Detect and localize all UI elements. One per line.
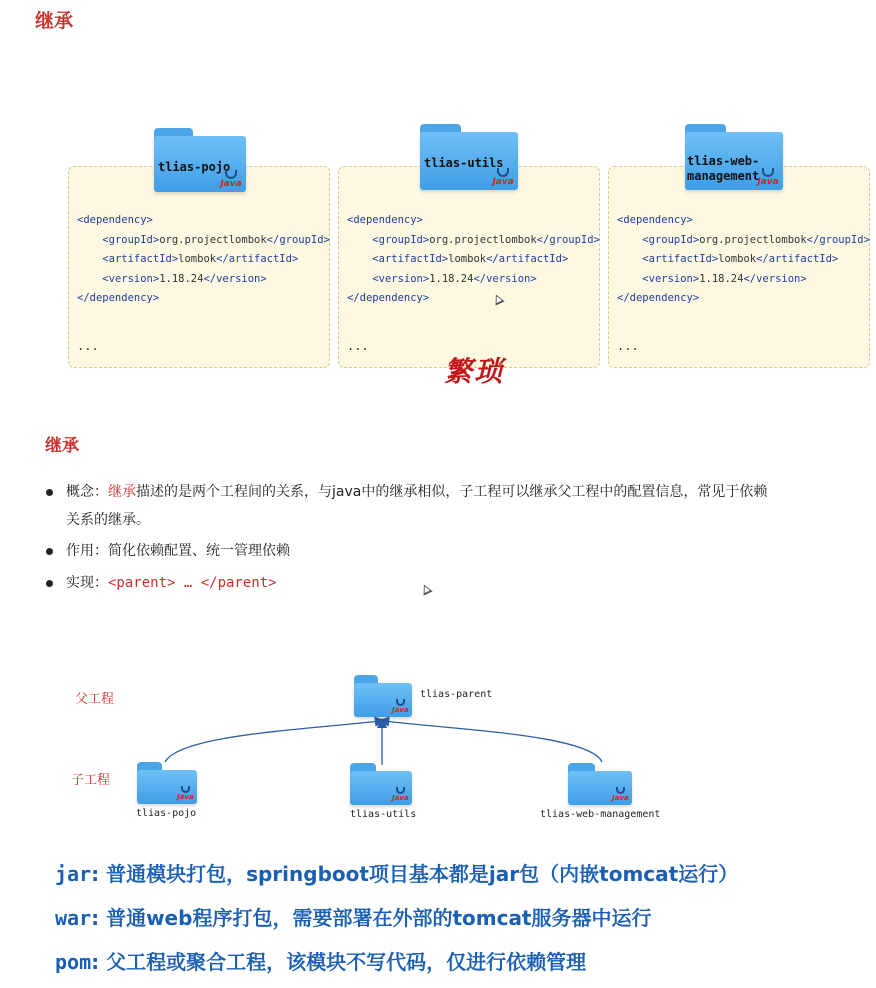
packaging-war: war: 普通web程序打包，需要部署在外部的tomcat服务器中运行	[55, 906, 652, 930]
child-module-name: tlias-pojo	[136, 808, 197, 819]
folder-icon	[354, 675, 412, 717]
java-icon: Java	[612, 787, 628, 802]
folder-icon	[350, 763, 412, 805]
stamp-annotation: 繁琐	[444, 355, 505, 388]
bullet-implementation: 实现：<parent> … </parent>	[46, 569, 746, 597]
module-name: tlias-pojo	[158, 160, 231, 174]
page-title: 继承	[35, 10, 74, 32]
dependency-code: <dependency> <groupId>org.projectlombok</groupId> <artifactId>lombok</artifactId> <version>1.18.24</version> </dependency>	[77, 214, 330, 304]
folder-icon	[568, 763, 632, 805]
section-title: 继承	[45, 436, 79, 456]
ellipsis: ...	[617, 339, 639, 353]
ellipsis: ...	[347, 339, 369, 353]
java-icon: Java	[177, 786, 193, 801]
module-name: tlias-web- management	[687, 154, 760, 183]
module-name: tlias-utils	[424, 156, 504, 170]
child-project-label: 子工程	[71, 773, 111, 788]
dependency-code: <dependency> <groupId>org.projectlombok</groupId> <artifactId>lombok</artifactId> <version>1.18.24</version> </dependency>	[617, 214, 870, 304]
java-icon: Java	[492, 168, 514, 187]
folder-icon	[137, 762, 197, 804]
bullet-purpose: 作用：简化依赖配置、统一管理依赖	[46, 537, 746, 565]
parent-module-name: tlias-parent	[420, 689, 493, 700]
java-icon: Java	[392, 787, 408, 802]
java-icon: Java	[392, 699, 408, 714]
ellipsis: ...	[77, 339, 99, 353]
java-icon: Java	[757, 168, 779, 187]
bullet-concept: 概念：继承描述的是两个工程间的关系，与java中的继承相似，子工程可以继承父工程中的配置信息，常见于依赖 关系的继承。	[46, 478, 866, 534]
child-module-name: tlias-utils	[350, 809, 417, 820]
parent-project-label: 父工程	[75, 692, 115, 707]
dependency-code: <dependency> <groupId>org.projectlombok</groupId> <artifactId>lombok</artifactId> <version>1.18.24</version> </dependency>	[347, 214, 600, 304]
java-icon: Java	[220, 170, 242, 189]
packaging-pom: pom: 父工程或聚合工程，该模块不写代码，仅进行依赖管理	[55, 950, 587, 974]
packaging-jar: jar: 普通模块打包，springboot项目基本都是jar包（内嵌tomcat运行）	[55, 862, 739, 886]
child-module-name: tlias-web-management	[540, 809, 661, 820]
